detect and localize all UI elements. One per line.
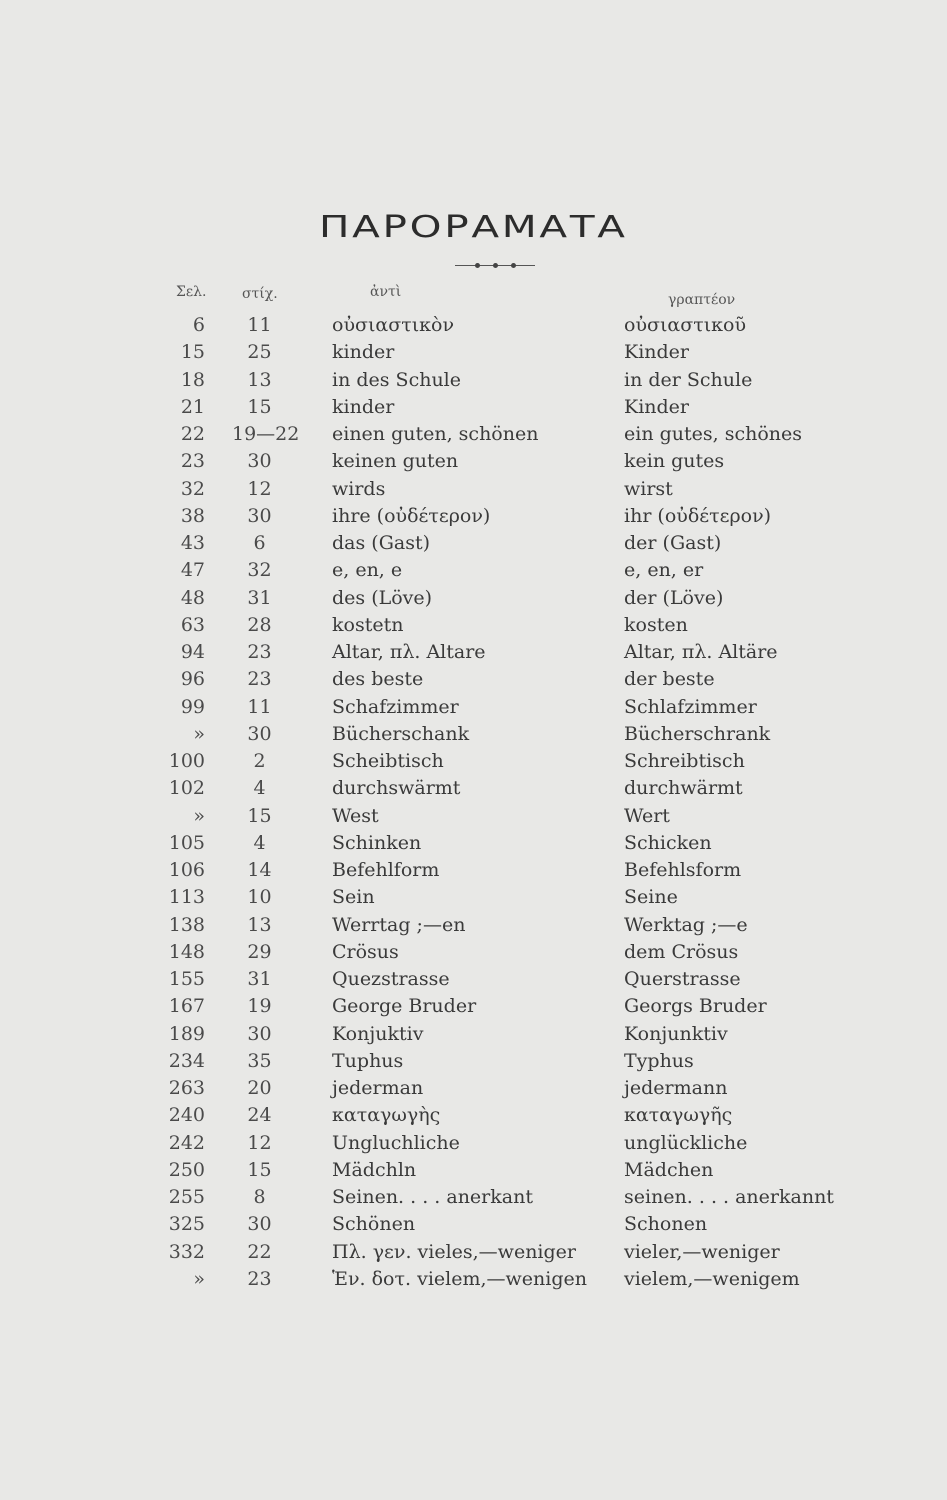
page-number: » (193, 804, 205, 827)
wrong-text: Bücherschank (332, 722, 470, 745)
line-number: 12 (247, 1131, 272, 1154)
line-number: 23 (247, 668, 272, 691)
page-number: 234 (168, 1049, 205, 1072)
correct-text: e, en, er (624, 559, 704, 582)
line-number: 13 (247, 368, 272, 391)
table-row (0, 478, 947, 505)
header-wrong: ἀντὶ (370, 284, 402, 300)
correct-text: ein gutes, schönes (624, 423, 803, 445)
table-row (0, 1186, 947, 1213)
page-number: 242 (168, 1131, 205, 1154)
line-number: 30 (247, 722, 272, 745)
correct-text: wirst (624, 477, 673, 500)
line-number: 30 (247, 450, 272, 473)
page-number: 332 (168, 1240, 205, 1263)
line-number: 15 (247, 395, 272, 418)
table-row (0, 369, 947, 396)
table-row (0, 859, 947, 886)
wrong-text: keinen guten (332, 450, 459, 473)
page-title: ΠΑΡΟΡΑΜΑΤΑ (319, 210, 628, 245)
line-number: 11 (247, 314, 272, 336)
line-number: 4 (253, 831, 266, 854)
header-right: γραπτέον (668, 292, 736, 308)
correct-text: dem Crösus (624, 940, 739, 963)
table-row (0, 1132, 947, 1159)
page-number: 189 (168, 1022, 205, 1045)
line-number: 30 (247, 504, 272, 527)
page-number: 255 (168, 1186, 205, 1208)
header-line: στίχ. (242, 286, 278, 302)
wrong-text: das (Gast) (332, 532, 430, 554)
page-number: 99 (180, 695, 205, 718)
wrong-text: Ἑν. δοτ. vielem,—wenigen (332, 1267, 587, 1290)
line-number: 23 (247, 641, 272, 663)
wrong-text: καταγωγὴς (332, 1104, 441, 1127)
correct-text: Kinder (624, 395, 689, 418)
page-number: 325 (168, 1213, 205, 1236)
wrong-text: ihre (οὐδέτερον) (332, 504, 491, 527)
table-row (0, 995, 947, 1022)
correct-text: Konjunktiv (624, 1022, 728, 1045)
page-number: 63 (180, 613, 205, 636)
correct-text: Schlafzimmer (624, 695, 757, 718)
correct-text: vielem,—wenigem (624, 1267, 800, 1290)
table-row (0, 805, 947, 832)
correct-text: Altar, πλ. Altäre (624, 641, 778, 663)
table-row (0, 723, 947, 750)
wrong-text: jederman (332, 1077, 424, 1099)
wrong-text: kinder (332, 395, 395, 418)
correct-text: Werktag ;—e (624, 913, 748, 936)
correct-text: Querstrasse (624, 968, 741, 990)
line-number: 24 (247, 1104, 272, 1127)
table-row (0, 559, 947, 586)
correct-text: Georgs Bruder (624, 995, 767, 1018)
line-number: 29 (247, 940, 272, 963)
table-row (0, 668, 947, 695)
wrong-text: e, en, e (332, 559, 403, 582)
table-row (0, 1050, 947, 1077)
page-number: 155 (168, 968, 205, 990)
wrong-text: durchswärmt (332, 777, 461, 800)
table-row (0, 941, 947, 968)
page-number: 23 (180, 450, 205, 473)
wrong-text: Ungluchliche (332, 1131, 460, 1154)
table-row (0, 450, 947, 477)
line-number: 31 (247, 968, 272, 990)
line-number: 12 (247, 477, 272, 500)
line-number: 10 (247, 886, 272, 909)
page-number: 94 (180, 641, 205, 663)
page-number: 106 (168, 859, 205, 881)
wrong-text: Tuphus (332, 1049, 404, 1072)
table-row (0, 614, 947, 641)
line-number: 25 (247, 341, 272, 364)
page-number: 6 (192, 314, 205, 336)
table-row (0, 341, 947, 368)
line-number: 19—22 (232, 423, 300, 445)
correct-text: Schonen (624, 1213, 708, 1236)
wrong-text: George Bruder (332, 995, 477, 1018)
page-number: 47 (180, 559, 205, 582)
page-number: 43 (180, 532, 205, 554)
wrong-text: Sein (332, 886, 375, 909)
wrong-text: einen guten, schönen (332, 423, 539, 445)
line-number: 23 (247, 1267, 272, 1290)
table-row (0, 914, 947, 941)
table-row (0, 396, 947, 423)
correct-text: Schicken (624, 831, 712, 854)
page-number: 32 (180, 477, 205, 500)
table-row (0, 505, 947, 532)
page-number: 167 (168, 995, 205, 1018)
correct-text: Typhus (624, 1049, 694, 1072)
wrong-text: οὐσιαστικὸν (332, 314, 455, 336)
wrong-text: Werrtag ;—en (332, 913, 466, 936)
line-number: 30 (247, 1022, 272, 1045)
table-row (0, 750, 947, 777)
wrong-text: Seinen. . . . anerkant (332, 1186, 533, 1208)
table-row (0, 423, 947, 450)
page-number: 18 (180, 368, 205, 391)
wrong-text: Schönen (332, 1213, 416, 1236)
line-number: 22 (247, 1240, 272, 1263)
wrong-text: Befehlform (332, 859, 440, 881)
table-row (0, 696, 947, 723)
correct-text: Mädchen (624, 1158, 714, 1181)
table-row (0, 1077, 947, 1104)
wrong-text: Quezstrasse (332, 968, 450, 990)
page-number: 48 (180, 586, 205, 609)
wrong-text: Schinken (332, 831, 422, 854)
line-number: 35 (247, 1049, 272, 1072)
table-row (0, 532, 947, 559)
correct-text: Schreibtisch (624, 750, 745, 772)
page-number: 138 (168, 913, 205, 936)
correct-text: kein gutes (624, 450, 725, 473)
correct-text: vieler,—weniger (624, 1240, 780, 1263)
line-number: 28 (247, 613, 272, 636)
wrong-text: in des Schule (332, 368, 462, 391)
line-number: 4 (253, 777, 266, 800)
page-number: 38 (180, 504, 205, 527)
page-number: 240 (168, 1104, 205, 1127)
correct-text: der (Gast) (624, 532, 722, 554)
line-number: 11 (247, 695, 272, 718)
table-row (0, 968, 947, 995)
table-row (0, 1241, 947, 1268)
wrong-text: Altar, πλ. Altare (332, 641, 486, 663)
wrong-text: Schafzimmer (332, 695, 459, 718)
page-number: 250 (168, 1158, 205, 1181)
page-number: » (193, 722, 205, 745)
table-row (0, 1023, 947, 1050)
page-number: 21 (180, 395, 205, 418)
correct-text: kosten (624, 613, 688, 636)
wrong-text: des beste (332, 668, 424, 691)
page-number: 263 (168, 1077, 205, 1099)
line-number: 13 (247, 913, 272, 936)
line-number: 32 (247, 559, 272, 582)
line-number: 15 (247, 804, 272, 827)
page-number: 113 (168, 886, 205, 909)
wrong-text: Mädchln (332, 1158, 417, 1181)
line-number: 20 (247, 1077, 272, 1099)
correct-text: Befehlsform (624, 859, 742, 881)
line-number: 8 (253, 1186, 266, 1208)
correct-text: der (Löve) (624, 586, 724, 609)
page-number: » (193, 1267, 205, 1290)
line-number: 2 (253, 750, 266, 772)
wrong-text: Konjuktiv (332, 1022, 424, 1045)
wrong-text: wirds (332, 477, 386, 500)
wrong-text: kostetn (332, 613, 404, 636)
correct-text: Seine (624, 886, 678, 909)
correct-text: durchwärmt (624, 777, 743, 800)
correct-text: Bücherschrank (624, 722, 771, 745)
page-number: 105 (168, 831, 205, 854)
table-row (0, 777, 947, 804)
header-page: Σελ. (176, 284, 207, 300)
correct-text: unglückliche (624, 1131, 748, 1154)
table-row (0, 832, 947, 859)
correct-text: der beste (624, 668, 715, 691)
table-row (0, 587, 947, 614)
correct-text: οὐσιαστικοῦ (624, 314, 747, 336)
correct-text: ihr (οὐδέτερον) (624, 504, 772, 527)
page-number: 102 (168, 777, 205, 800)
table-row (0, 314, 947, 341)
line-number: 31 (247, 586, 272, 609)
correct-text: seinen. . . . anerkannt (624, 1186, 834, 1208)
page-number: 148 (168, 940, 205, 963)
title-ornament (455, 262, 535, 268)
table-row (0, 886, 947, 913)
wrong-text: kinder (332, 341, 395, 364)
wrong-text: des (Löve) (332, 586, 433, 609)
line-number: 14 (247, 859, 272, 881)
wrong-text: Crösus (332, 940, 399, 963)
wrong-text: Scheibtisch (332, 750, 444, 772)
line-number: 19 (247, 995, 272, 1018)
correct-text: jedermann (624, 1077, 728, 1099)
table-row (0, 1213, 947, 1240)
correct-text: Kinder (624, 341, 689, 364)
table-row (0, 1104, 947, 1131)
line-number: 15 (247, 1158, 272, 1181)
page-number: 15 (180, 341, 205, 364)
page-number: 100 (168, 750, 205, 772)
wrong-text: Πλ. γεν. vieles,—weniger (332, 1240, 576, 1263)
table-row (0, 1159, 947, 1186)
correct-text: in der Schule (624, 368, 753, 391)
line-number: 6 (253, 532, 266, 554)
correct-text: καταγωγῆς (624, 1104, 733, 1127)
line-number: 30 (247, 1213, 272, 1236)
table-row (0, 1268, 947, 1295)
table-row (0, 641, 947, 668)
correct-text: Wert (624, 804, 670, 827)
page-number: 22 (180, 423, 205, 445)
page-number: 96 (180, 668, 205, 691)
wrong-text: West (332, 804, 379, 827)
